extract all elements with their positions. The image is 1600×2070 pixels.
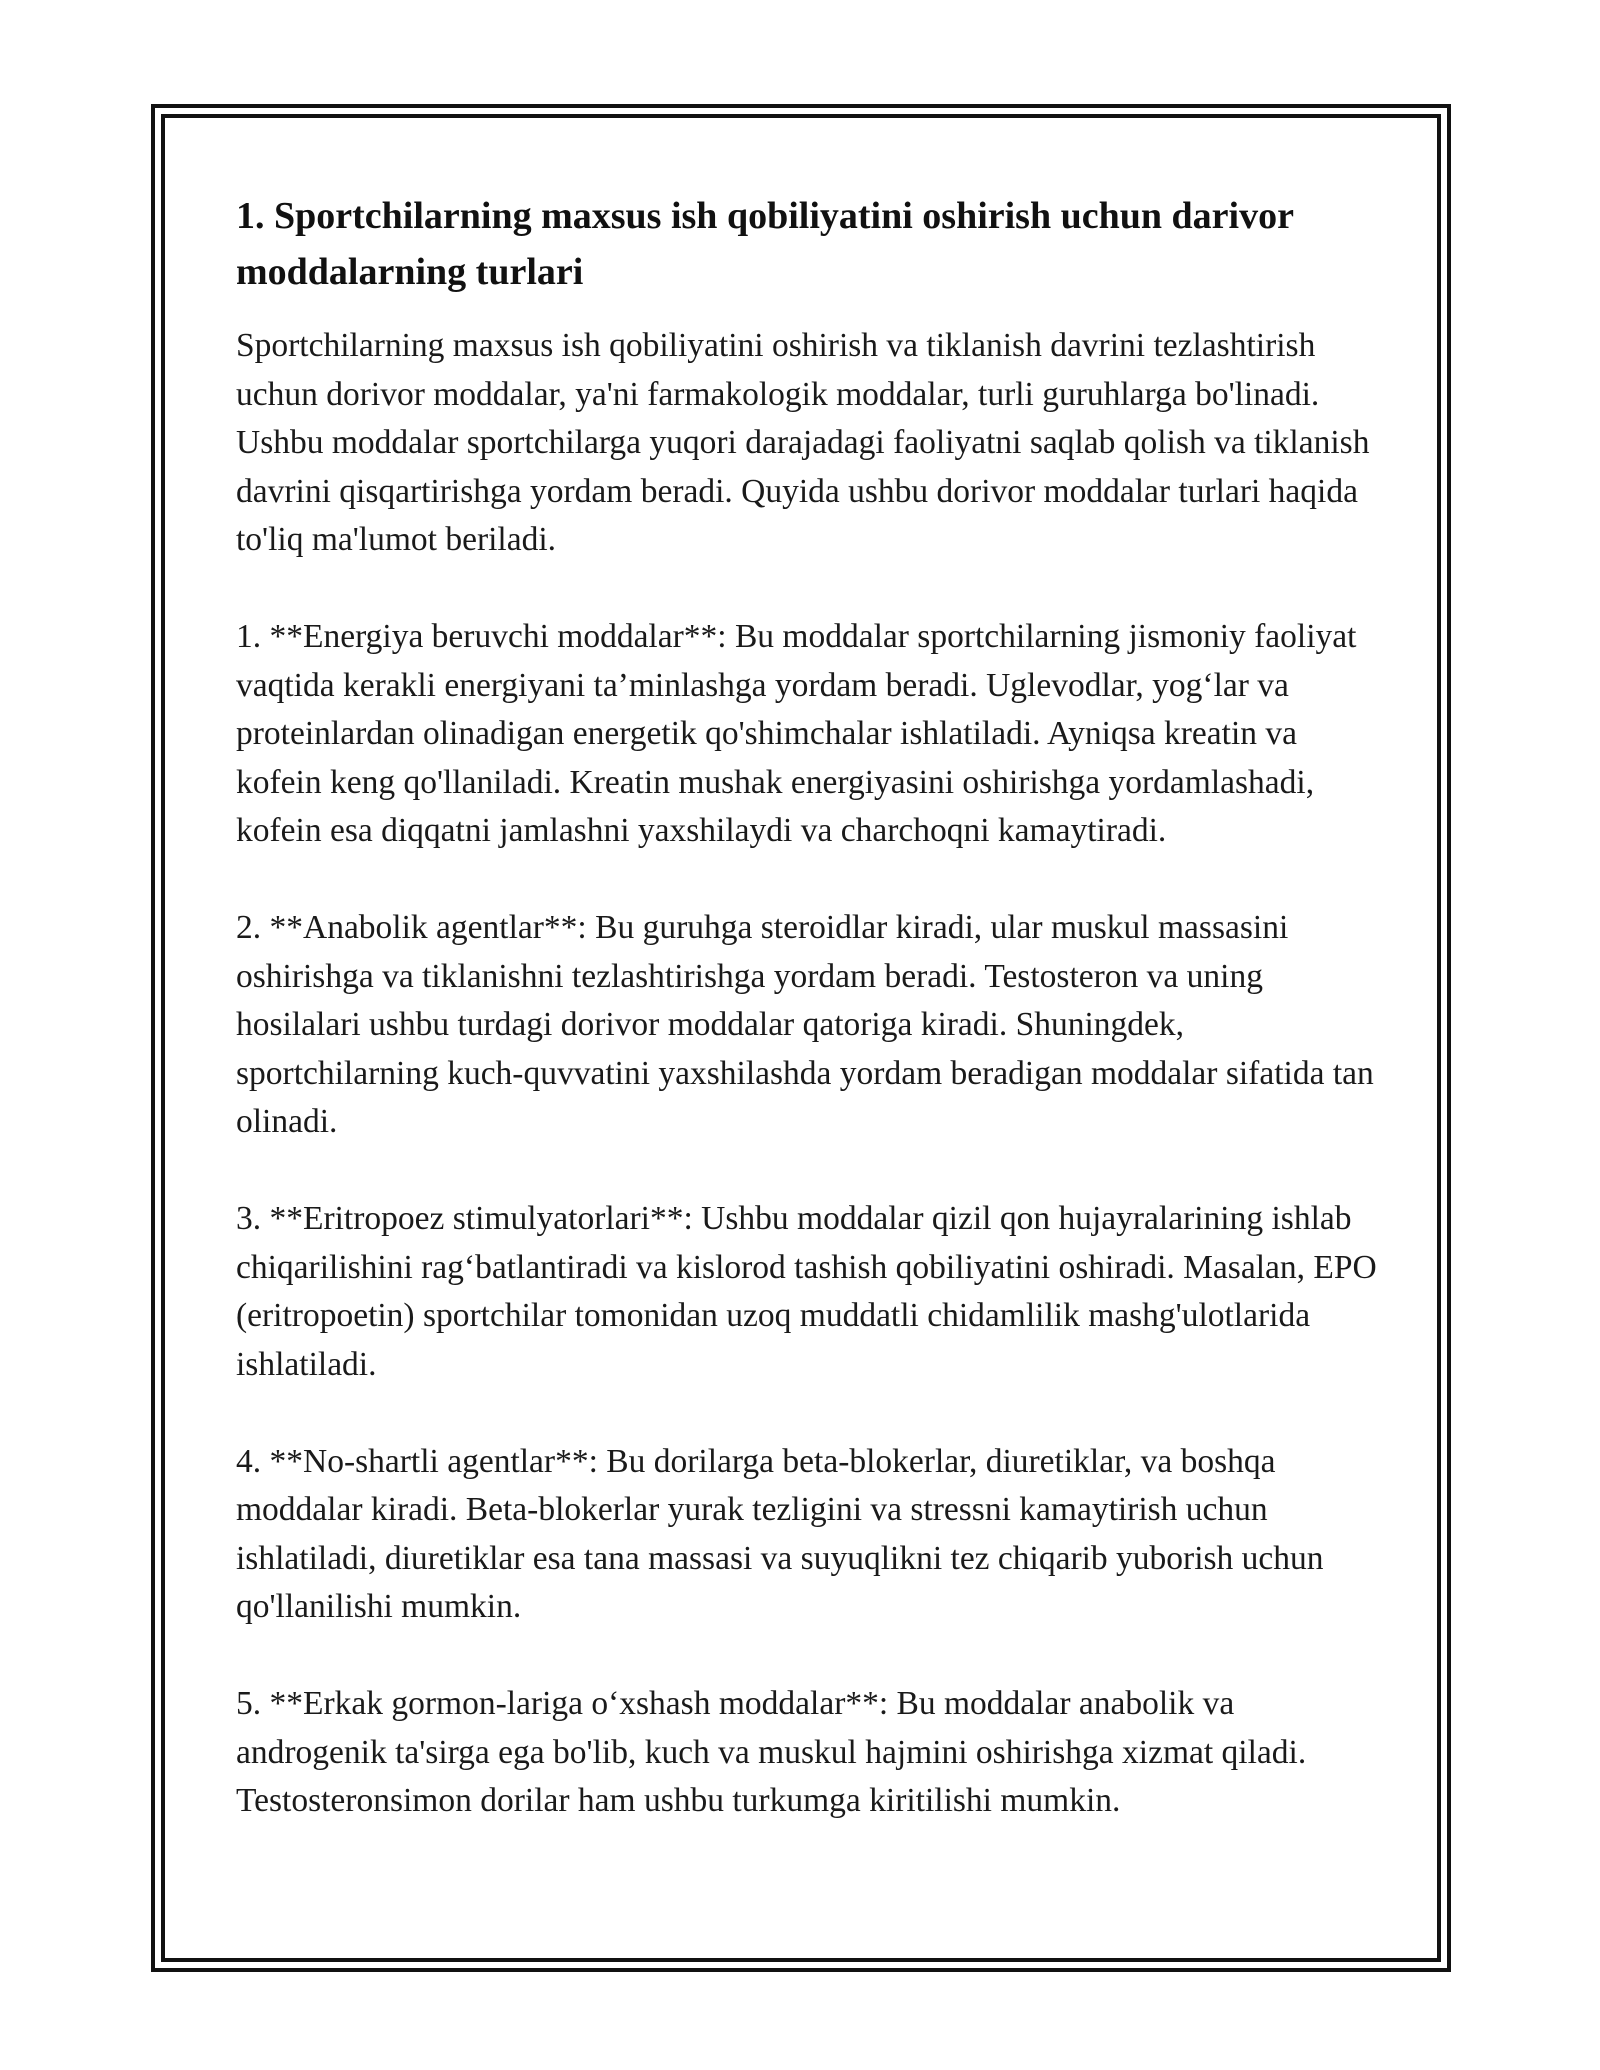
document-title: 1. Sportchilarning maxsus ish qobiliyatini oshirish uchun darivor moddalarning turlari — [236, 195, 1294, 293]
intro-paragraph: Sportchilarning maxsus ish qobiliyatini oshirish va tiklanish davrini tezlashtirish uchun dorivor moddalar, ya'ni farmakologik moddalar, turli guruhlarga bo'linadi. Ushbu moddalar sportchilarga yuqori darajadagi faoliyatni saqlab qolish va tiklanish davrini qisqartirishga yordam beradi. Quyida ushbu dorivor moddalar turlari haqida to'liq ma'lumot beriladi. — [236, 327, 1370, 558]
list-item-hormone-like: 5. **Erkak gormon-lariga o‘xshash moddalar**: Bu moddalar anabolik va androgenik ta'sirga ega bo'lib, kuch va muskul hajmini oshirishga xizmat qiladi. Testosteronsimon dorilar ham ushbu turkumga kiritilishi mumkin. — [236, 1685, 1307, 1819]
list-item-anabolic: 2. **Anabolik agentlar**: Bu guruhga steroidlar kiradi, ular muskul massasini oshirishga va tiklanishni tezlashtirishga yordam beradi. Testosteron va uning hosilalari ushbu turdagi dorivor moddalar qatoriga kiradi. Shuningdek, sportchilarning kuch-quvvatini yaxshilashda yordam beradigan moddalar sifatida tan olinadi. — [236, 909, 1374, 1140]
document-body — [236, 188, 1386, 1826]
list-item-energy: 1. **Energiya beruvchi moddalar**: Bu moddalar sportchilarning jismoniy faoliyat vaqtida kerakli energiyani ta’minlashga yordam beradi. Uglevodlar, yog‘lar va proteinlardan olinadigan energetik qo'shimchalar ishlatiladi. Ayniqsa kreatin va kofein keng qo'llaniladi. Kreatin mushak energiyasini oshirishga yordamlashadi, kofein esa diqqatni jamlashni yaxshilaydi va charchoqni kamaytiradi. — [236, 618, 1357, 849]
list-item-erythropoiesis: 3. **Eritropoez stimulyatorlari**: Ushbu moddalar qizil qon hujayralarining ishlab chiqarilishini rag‘batlantiradi va kislorod tashish qobiliyatini oshiradi. Masalan, EPO (eritropoetin) sportchilar tomonidan uzoq muddatli chidamlilik mashg'ulotlarida ishlatiladi. — [236, 1200, 1377, 1383]
list-item-other-agents: 4. **No-shartli agentlar**: Bu dorilarga beta-blokerlar, diuretiklar, va boshqa moddalar kiradi. Beta-blokerlar yurak tezligini va stressni kamaytirish uchun ishlatiladi, diuretiklar esa tana massasi va suyuqlikni tez chiqarib yuborish uchun qo'llanilishi mumkin. — [236, 1442, 1324, 1625]
